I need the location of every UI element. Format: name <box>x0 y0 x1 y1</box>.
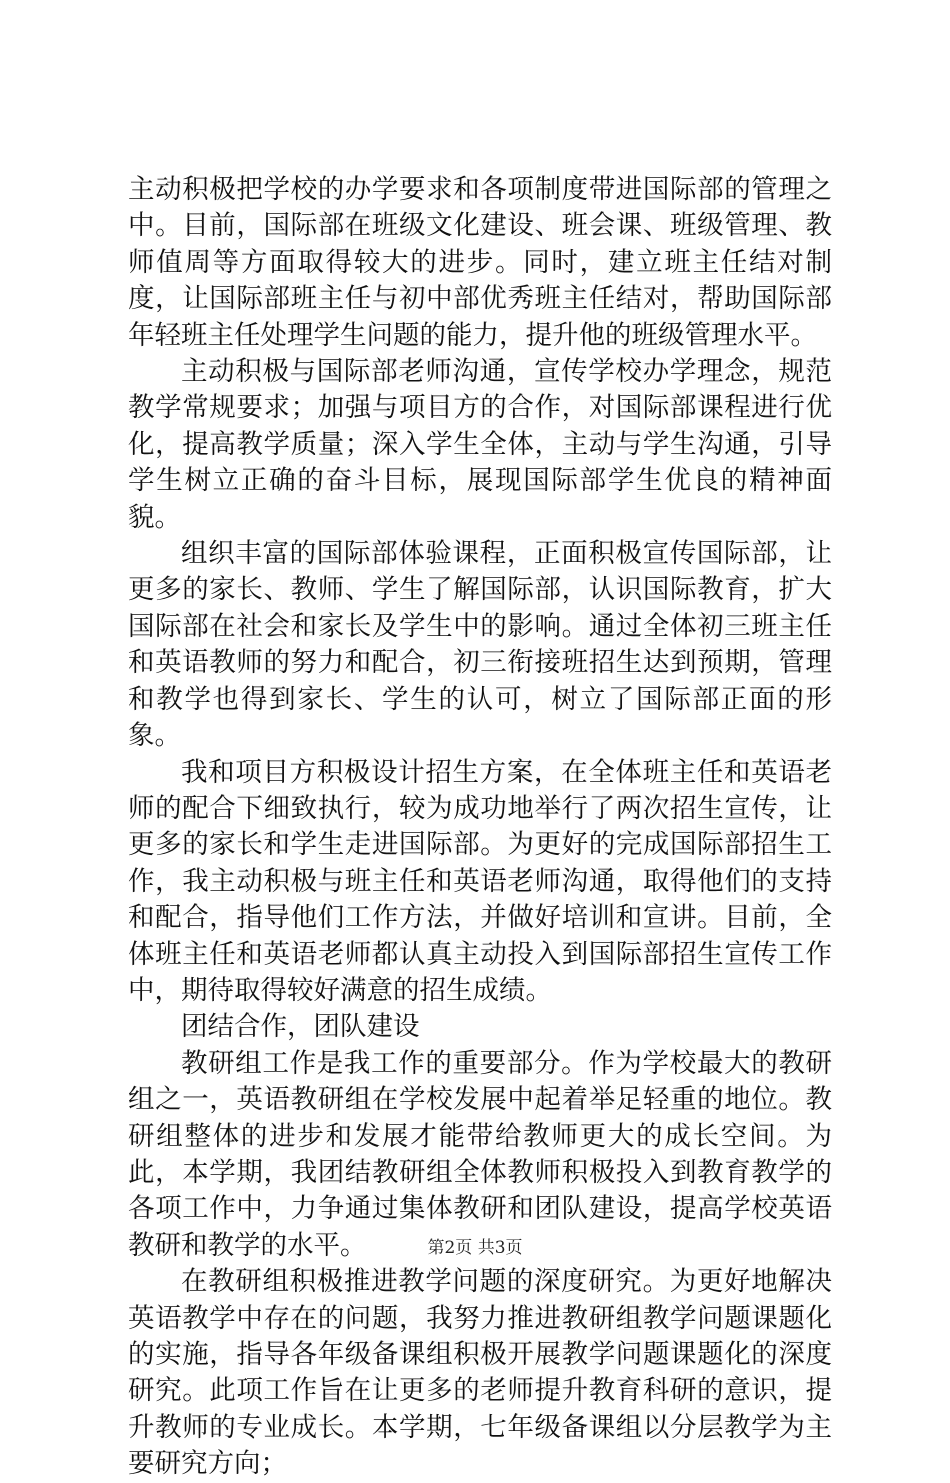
section-heading-teamwork: 团结合作，团队建设 <box>181 1011 420 1043</box>
paragraph-2: 主动积极与国际部老师沟通，宣传学校办学理念，规范教学常规要求；加强与项目方的合作，对国际部课程进行优化，提高教学质量；深入学生全体，主动与学生沟通，引导学生树立正确的奋斗目标，展现国际部学生优良的精神面貌。 <box>128 356 832 533</box>
paragraph-4: 我和项目方积极设计招生方案，在全体班主任和英语老师的配合下细致执行，较为成功地举行了两次招生宣传，让更多的家长和学生走进国际部。为更好的完成国际部招生工作，我主动积极与班主任和英语老师沟通，取得他们的支持和配合，指导他们工作方法，并做好培训和宣讲。目前，全体班主任和英语老师都认真主动投入到国际部招生宣传工作中，期待取得较好满意的招生成绩。 <box>128 756 832 1006</box>
paragraph-5: 教研组工作是我工作的重要部分。作为学校最大的教研组之一，英语教研组在学校发展中起着举足轻重的地位。教研组整体的进步和发展才能带给教师更大的成长空间。为此，本学期，我团结教研组全体教师积极投入到教育教学的各项工作中，力争通过集体教研和团队建设，提高学校英语教研和教学的水平。 <box>128 1047 832 1261</box>
document-body <box>128 172 832 1483</box>
paragraph-1: 主动积极把学校的办学要求和各项制度带进国际部的管理之中。目前，国际部在班级文化建设、班会课、班级管理、教师值周等方面取得较大的进步。同时，建立班主任结对制度，让国际部班主任与初中部优秀班主任结对，帮助国际部年轻班主任处理学生问题的能力，提升他的班级管理水平。 <box>128 174 832 351</box>
paragraph-3: 组织丰富的国际部体验课程，正面积极宣传国际部，让更多的家长、教师、学生了解国际部，认识国际教育，扩大国际部在社会和家长及学生中的影响。通过全体初三班主任和英语教师的努力和配合，初三衔接班招生达到预期，管理和教学也得到家长、学生的认可，树立了国际部正面的形象。 <box>128 538 832 752</box>
paragraph-6: 在教研组积极推进教学问题的深度研究。为更好地解决英语教学中存在的问题，我努力推进教研组教学问题课题化的实施，指导各年级备课组积极开展教学问题课题化的深度研究。此项工作旨在让更多的老师提升教育科研的意识，提升教师的专业成长。本学期，七年级备课组以分层教学为主要研究方向； <box>128 1266 832 1480</box>
page-number-footer: 第2页 共3页 <box>427 1238 523 1258</box>
